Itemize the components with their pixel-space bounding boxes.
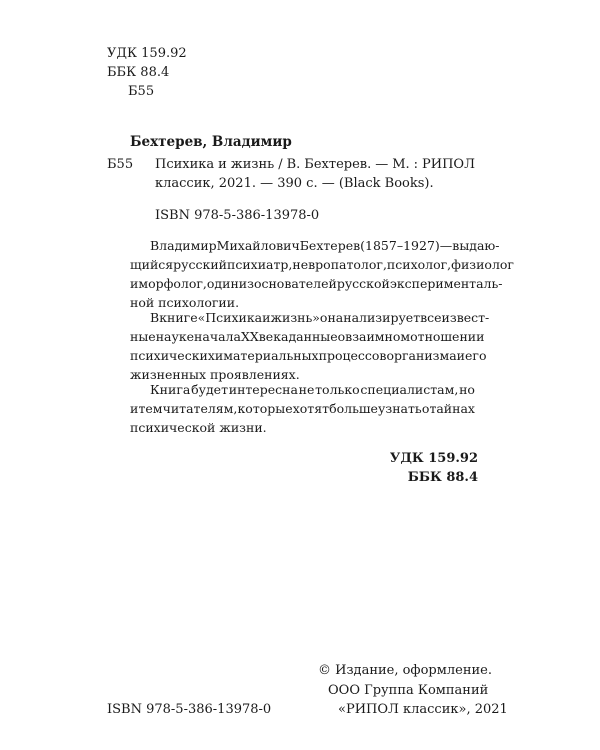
bbk-bottom: ББК 88.4 [407, 470, 478, 485]
title-word: — [375, 157, 389, 172]
paragraph-line: ной психологии. [130, 295, 240, 310]
title-word: Бехтерев. [304, 157, 372, 172]
paragraph-line: В книге «Психика и жизнь» он анализирует все извест- [150, 310, 490, 325]
paragraph-line: и морфолог, один из основателей русской эксперименталь- [130, 276, 503, 291]
title-word: РИПОЛ [422, 157, 475, 172]
annotation-paragraph-3 [130, 380, 475, 437]
paragraph-line: психических и материальных процессов организма и его [130, 348, 487, 363]
title-word: и [218, 157, 227, 172]
title-word: жизнь [230, 157, 275, 172]
copyright-line-1: © Издание, оформление. [318, 663, 492, 678]
paragraph-line: ные науке начала XX века данные о взаимном отношении [130, 329, 485, 344]
isbn-main: ISBN 978-5-386-13978-0 [155, 208, 320, 223]
udk-bottom: УДК 159.92 [389, 451, 478, 466]
copyright-line-2: ООО Группа Компаний [328, 683, 489, 698]
paragraph-line: Владимир Михайлович Бехтерев (1857–1927) — выдаю- [150, 238, 500, 253]
title-word: : [413, 157, 419, 172]
paragraph-line: психической жизни. [130, 420, 267, 435]
title-line-1 [155, 155, 475, 174]
title-word: / [278, 157, 283, 172]
paragraph-line: щийся русский психиатр, невропатолог, психолог, физиолог [130, 257, 514, 272]
title-line-2: классик, 2021. — 390 с. — (Black Books). [155, 176, 434, 191]
author-code: Б55 [107, 157, 134, 172]
title-word: М. [392, 157, 410, 172]
bbk-top: ББК 88.4 [107, 65, 170, 80]
paragraph-line: и тем читателям, которые хотят больше узнать о тайнах [130, 401, 475, 416]
author-name: Бехтерев, Владимир [130, 134, 292, 150]
title-word: В. [286, 157, 301, 172]
isbn-bottom: ISBN 978-5-386-13978-0 [107, 702, 272, 717]
udk-top: УДК 159.92 [107, 46, 187, 61]
copyright-line-3: «РИПОЛ классик», 2021 [338, 702, 508, 717]
author-code-top: Б55 [128, 84, 155, 99]
annotation-paragraph-2 [130, 308, 490, 384]
paragraph-line: Книга будет интересна не только специалистам, но [150, 382, 475, 397]
annotation-paragraph-1 [130, 236, 514, 312]
paragraph-line: жизненных проявлениях. [130, 367, 300, 382]
title-word: Психика [155, 157, 215, 172]
